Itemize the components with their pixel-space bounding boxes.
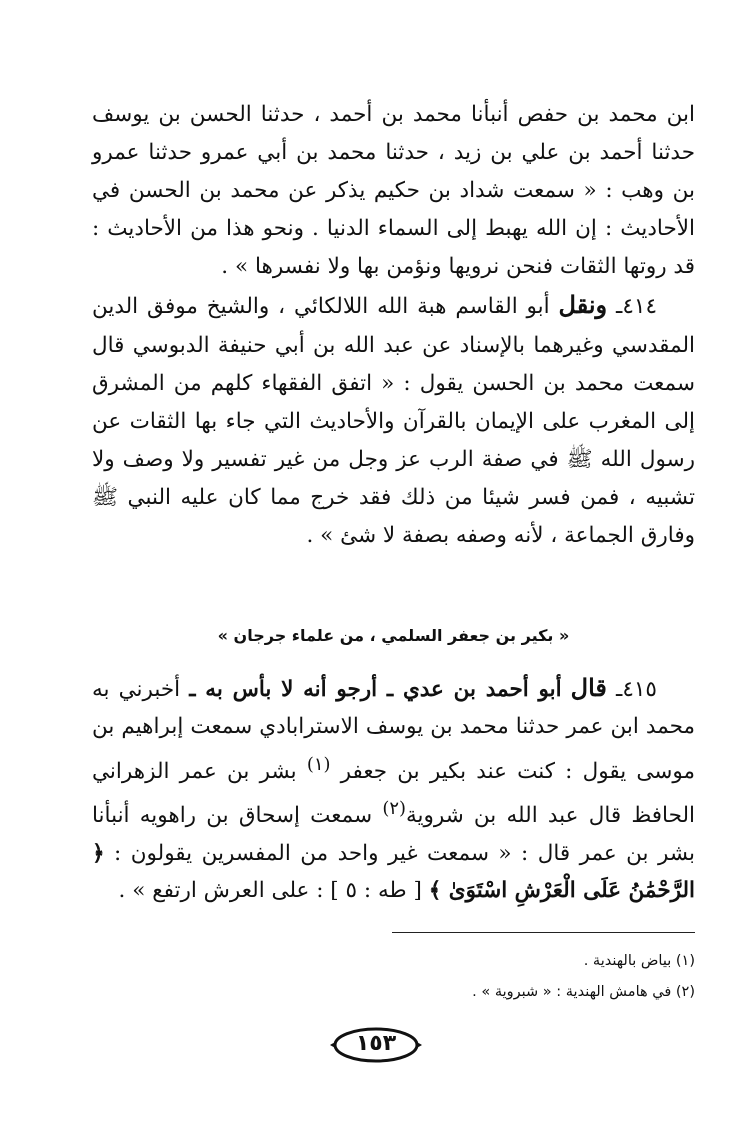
footnote-divider xyxy=(392,932,695,933)
footnotes xyxy=(92,946,695,1008)
paragraph-text-d: [ طه : ٥ ] : على العرش ارتفع » . xyxy=(118,877,429,903)
page-number-ornament xyxy=(326,1022,426,1070)
paragraph-lead-word: ونقل xyxy=(558,290,608,320)
paragraph-continuation: ابن محمد بن حفص أنبأنا محمد بن أحمد ، حدثنا الحسن بن يوسف حدثنا أحمد بن علي بن زيد ، حدثنا محمد بن أبي عمرو حدثنا عمرو بن وهب : « سمعت شداد بن حكيم يذكر عن محمد بن الحسن في الأحاديث : إن الله يهبط إلى السماء الدنيا . ونحو هذا من الأحاديث : قد روتها الثقات فنحن نرويها ونؤمن بها ولا نفسرها » . xyxy=(92,102,695,280)
main-text-block xyxy=(92,96,695,555)
paragraph-415 xyxy=(92,669,695,909)
section-heading: « بكير بن جعفر السلمي ، من علماء جرجان » xyxy=(217,626,570,645)
paragraph-text-a: أخبرني به محمد ابن عمر حدثنا محمد بن يوسف الاسترابادي سمعت إبراهيم بن موسى يقول : كنت عند بكير بن جعفر xyxy=(92,677,695,784)
paragraph-lead-word: قال xyxy=(570,673,607,702)
paragraph-number: ٤١٥ـ xyxy=(616,677,657,702)
paragraph-number: ٤١٤ـ xyxy=(616,294,657,320)
paragraph-bold-phrase: أبو أحمد بن عدي ـ أرجو أنه لا بأس به ـ xyxy=(189,677,562,702)
paragraph-text-b: بشر بن عمر الزهراني الحافظ قال عبد الله بن شروية xyxy=(92,758,696,829)
footnote-2: (٢) في هامش الهندية : « شبروية » . xyxy=(472,984,695,1000)
main-text-block-2 xyxy=(92,669,695,909)
footnote-ref-1: (١) xyxy=(306,753,331,775)
page-number: ١٥٣ xyxy=(355,1031,397,1056)
paragraph-text: أبو القاسم هبة الله اللالكائي ، والشيخ موفق الدين المقدسي وغيرهما بالإسناد عن عبد الله بن أبي حنيفة الدبوسي قال سمعت محمد بن الحسن يقول : « اتفق الفقهاء كلهم من المشرق إلى المغرب على الإيمان بالقرآن والأحاديث التي جاء بها الثقات عن رسول الله ﷺ في صفة الرب عز وجل من غير تفسير ولا وصف ولا تشبيه ، فمن فسر شيئا من ذلك فقد خرج مما كان عليه النبي ﷺ وفارق الجماعة ، لأنه وصفه بصفة لا شئ » . xyxy=(92,294,695,549)
footnote-1: (١) بياض بالهندية . xyxy=(583,953,695,969)
paragraph-414 xyxy=(92,286,695,555)
paragraph-text-c: سمعت إسحاق بن راهويه أنبأنا بشر بن عمر قال : « سمعت غير واحد من المفسرين يقولون : xyxy=(92,803,695,866)
footnote-ref-2: (٢) xyxy=(382,798,406,820)
quran-verse: ﴿ الرَّحْمَٰنُ عَلَى الْعَرْشِ اسْتَوَىٰ ﴾ xyxy=(92,840,695,903)
